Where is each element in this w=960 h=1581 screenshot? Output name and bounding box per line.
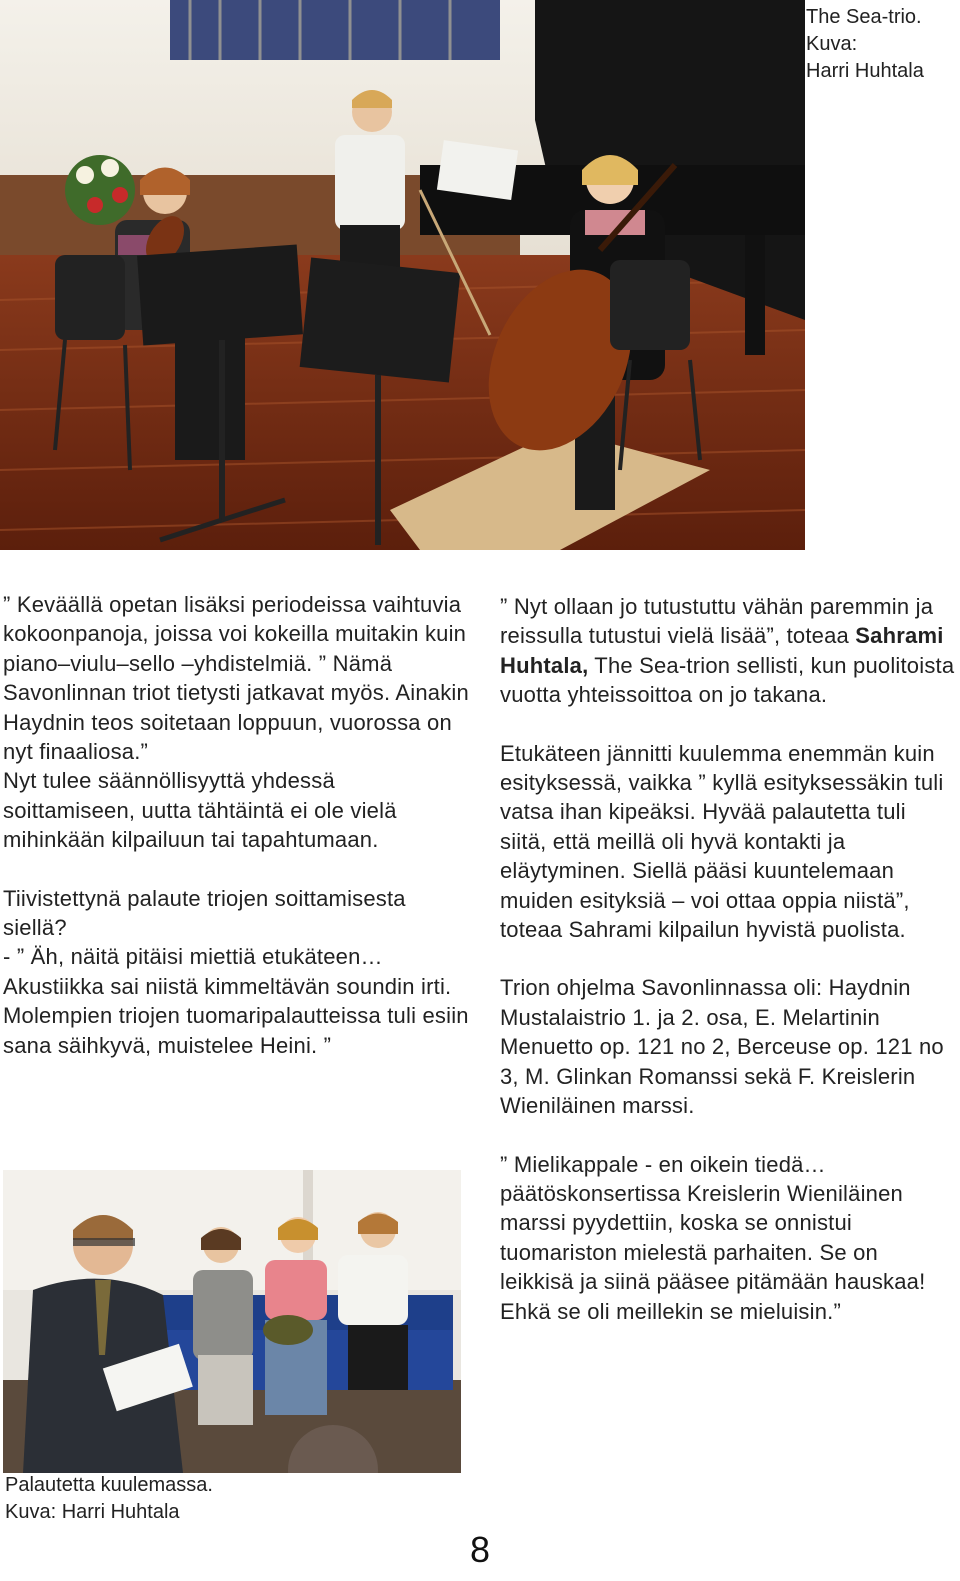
paragraph: Trion ohjelma Savonlinnassa oli: Haydnin Mustalaistrio 1. ja 2. osa, E. Melartinin Menuetto op. 121 no 2, Berceuse op. 121 no 3, M. Glinkan Romanssi sekä F. Kreislerin Wieniläinen marssi. xyxy=(500,975,944,1119)
caption-line: Harri Huhtala xyxy=(806,60,924,82)
trio-photo xyxy=(0,0,805,550)
caption-line: Palautetta kuulemassa. xyxy=(5,1474,213,1496)
person-name: Sahrami Huhtala, xyxy=(500,623,944,678)
paragraph: Nyt tulee säännöllisyyttä yhdessä soittamiseen, uutta tähtäintä ei ole vielä mihinkään kilpailuun tai tapahtumaan. xyxy=(3,768,397,853)
paragraph: Etukäteen jännitti kuulemma enemmän kuin esityksessä, vaikka ” kyllä esityksessäkin tuli vatsa ihan kipeäksi. Hyvää palautetta tuli siitä, että meillä oli hyvä kontakti ja eläytyminen. Siellä pääsi kuuntelemaan muiden esityksiä – voi ottaa oppia niistä”, toteaa Sahrami kilpailun hyvistä puolista. xyxy=(500,740,944,943)
paragraph: - ” Äh, näitä pitäisi miettiä etukäteen… Akustiikka sai niistä kimmeltävän soundin irti. Molempien triojen tuomaripalautteissa tuli esiin sana säihkyvä, muistelee Heini. ” xyxy=(3,944,469,1058)
trio-photo-caption xyxy=(806,4,960,85)
quote-text: ” Nyt ollaan jo tutustuttu vähän paremmin ja reissulla tutustui vielä lisää”, toteaa xyxy=(500,594,934,649)
paragraph: ” Keväällä opetan lisäksi periodeissa vaihtuvia kokoonpanoja, joissa voi kokeilla muitakin kuin piano–viulu–sello –yhdistelmiä. ” Nämä Savonlinnan triot tietysti jatkavat myös. Ainakin Haydnin teos soitetaan loppuun, vuorossa on nyt finaaliosa.” xyxy=(3,592,469,765)
left-column xyxy=(3,590,473,1060)
caption-line: Kuva: xyxy=(806,33,858,55)
caption-line: The Sea-trio. xyxy=(806,6,922,28)
caption-line: Kuva: Harri Huhtala xyxy=(5,1501,180,1523)
paragraph: ” Mielikappale - en oikein tiedä… päätöskonsertissa Kreislerin Wieniläinen marssi pyydettiin, koska se onnistui tuomariston mielestä parhaiten. Se on leikkisä ja siinä pääsee pitämään hauskaa! Ehkä se oli meillekin se mieluisin.” xyxy=(500,1151,926,1324)
paragraph xyxy=(500,592,956,710)
right-column xyxy=(500,592,956,1326)
page-number: 8 xyxy=(470,1529,491,1570)
feedback-photo-caption xyxy=(5,1472,465,1526)
quote-text: The Sea-trion sellisti, kun puolitoista vuotta yhteissoittoa on jo takana. xyxy=(500,652,955,708)
paragraph: Tiivistettynä palaute triojen soittamisesta siellä? xyxy=(3,885,406,941)
feedback-photo xyxy=(3,1170,461,1473)
